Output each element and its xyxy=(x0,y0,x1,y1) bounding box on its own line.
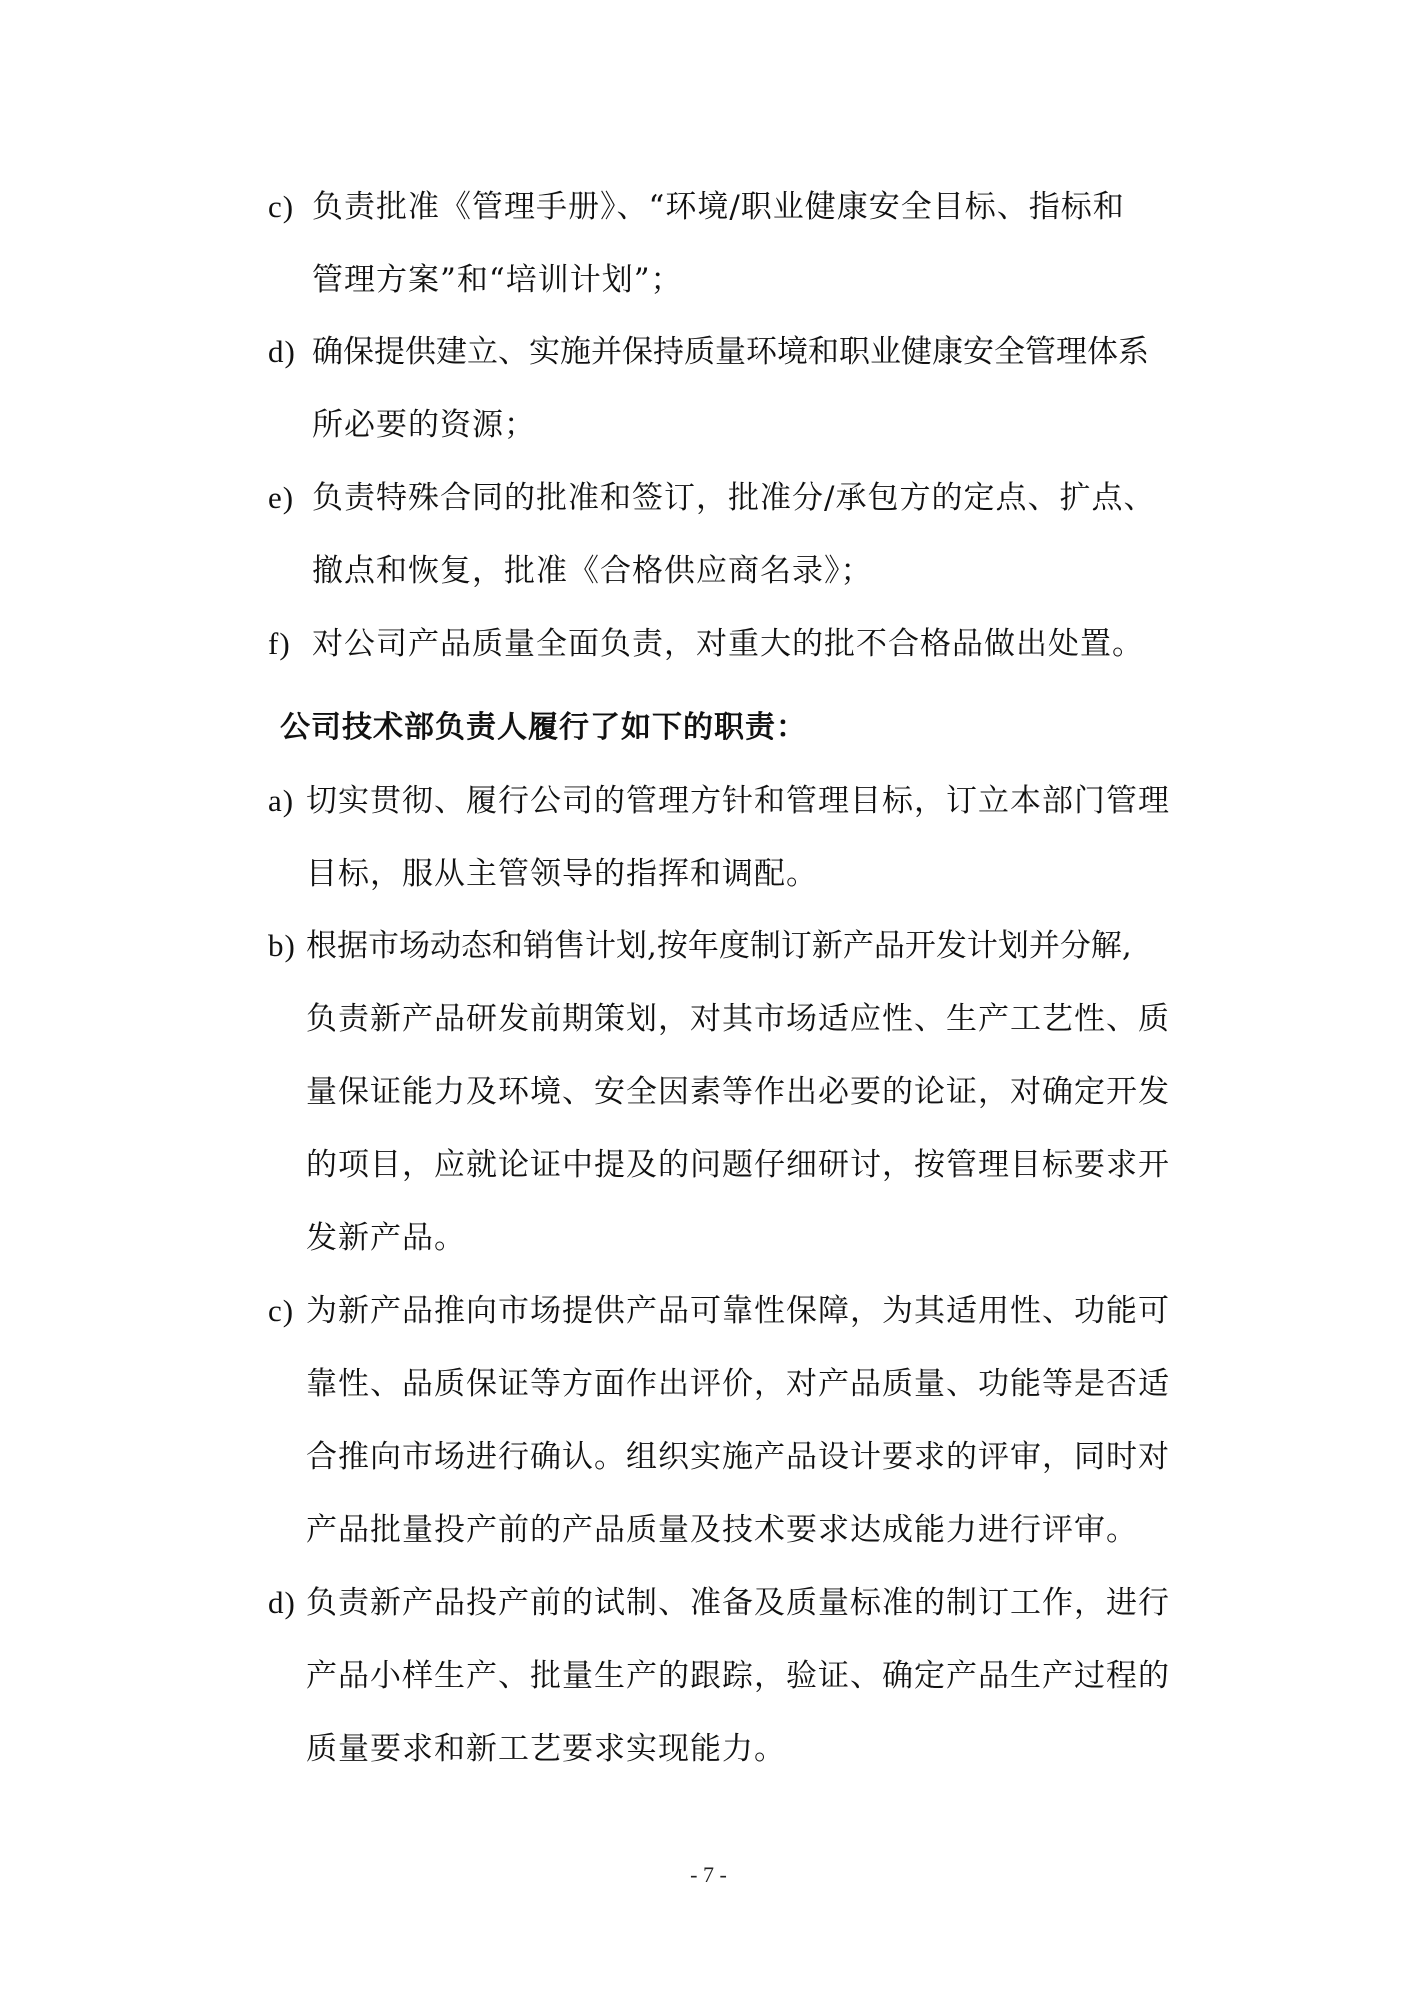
list-item-text: 负责新产品投产前的试制、准备及质量标准的制订工作，进行 xyxy=(306,1585,1170,1621)
list-item-text: 撤点和恢复，批准《合格供应商名录》； xyxy=(312,553,873,589)
tech-item-c-line-4 xyxy=(306,1510,1138,1550)
list-item-text: 所必要的资源； xyxy=(312,407,536,443)
list-marker: c) xyxy=(268,189,295,224)
tech-item-d-line-3 xyxy=(306,1729,786,1769)
list-marker: e) xyxy=(268,480,295,515)
list-item-text: 为新产品推向市场提供产品可靠性保障，为其适用性、功能可 xyxy=(306,1293,1170,1329)
tech-item-b-line-5 xyxy=(306,1218,466,1258)
tech-item-c-line-2 xyxy=(306,1364,1170,1404)
list-marker: b) xyxy=(268,928,296,963)
list-item-text: 靠性、品质保证等方面作出评价，对产品质量、功能等是否适 xyxy=(306,1366,1170,1402)
list-item-text: 发新产品。 xyxy=(306,1220,466,1256)
list-item-text: 负责新产品研发前期策划，对其市场适应性、生产工艺性、质 xyxy=(306,1001,1170,1037)
tech-item-b-line-4 xyxy=(306,1145,1170,1185)
list-item-text: 产品批量投产前的产品质量及技术要求达成能力进行评审。 xyxy=(306,1512,1138,1548)
list-item-text: 管理方案”和“培训计划”； xyxy=(312,262,683,298)
tech-item-a-line-2 xyxy=(306,854,818,894)
page-number: - 7 - xyxy=(690,1862,727,1887)
list-item-text: 产品小样生产、批量生产的跟踪，验证、确定产品生产过程的 xyxy=(306,1658,1170,1694)
tech-item-b-line-1 xyxy=(268,926,1132,966)
list-item-text: 的项目，应就论证中提及的问题仔细研讨，按管理目标要求开 xyxy=(306,1147,1170,1183)
list-item-text: 合推向市场进行确认。组织实施产品设计要求的评审，同时对 xyxy=(306,1439,1170,1475)
list-item-text: 量保证能力及环境、安全因素等作出必要的论证，对确定开发 xyxy=(306,1074,1170,1110)
tech-item-b-line-2 xyxy=(306,999,1170,1039)
tech-item-c-line-3 xyxy=(306,1437,1170,1477)
list-item-f-line-1 xyxy=(268,624,1144,664)
list-marker: f) xyxy=(268,626,291,661)
list-item-e-line-2 xyxy=(312,551,873,591)
list-item-text: 目标，服从主管领导的指挥和调配。 xyxy=(306,856,818,892)
list-item-c-line-2 xyxy=(312,260,683,300)
list-item-d-line-1 xyxy=(268,332,1149,372)
list-marker: d) xyxy=(268,1585,296,1620)
list-item-text: 质量要求和新工艺要求实现能力。 xyxy=(306,1731,786,1767)
list-item-d-line-2 xyxy=(312,405,536,445)
list-item-e-line-1 xyxy=(268,478,1155,518)
list-item-text: 对公司产品质量全面负责，对重大的批不合格品做出处置。 xyxy=(312,626,1144,662)
tech-item-a-line-1 xyxy=(268,781,1170,821)
list-marker: d) xyxy=(268,334,296,369)
tech-item-c-line-1 xyxy=(268,1291,1170,1331)
list-item-text: 根据市场动态和销售计划,按年度制订新产品开发计划并分解, xyxy=(306,928,1132,964)
list-marker: c) xyxy=(268,1293,295,1328)
tech-item-d-line-1 xyxy=(268,1583,1170,1623)
tech-item-d-line-2 xyxy=(306,1656,1170,1696)
tech-item-b-line-3 xyxy=(306,1072,1170,1112)
list-item-text: 负责特殊合同的批准和签订，批准分/承包方的定点、扩点、 xyxy=(312,480,1156,516)
list-marker: a) xyxy=(268,783,295,818)
list-item-c-line-1 xyxy=(268,187,1125,227)
list-item-text: 确保提供建立、实施并保持质量环境和职业健康安全管理体系 xyxy=(312,334,1149,370)
section-heading: 公司技术部负责人履行了如下的职责： xyxy=(280,710,807,745)
list-item-text: 负责批准《管理手册》、“环境/职业健康安全目标、指标和 xyxy=(312,189,1125,225)
list-item-text: 切实贯彻、履行公司的管理方针和管理目标，订立本部门管理 xyxy=(306,783,1170,819)
